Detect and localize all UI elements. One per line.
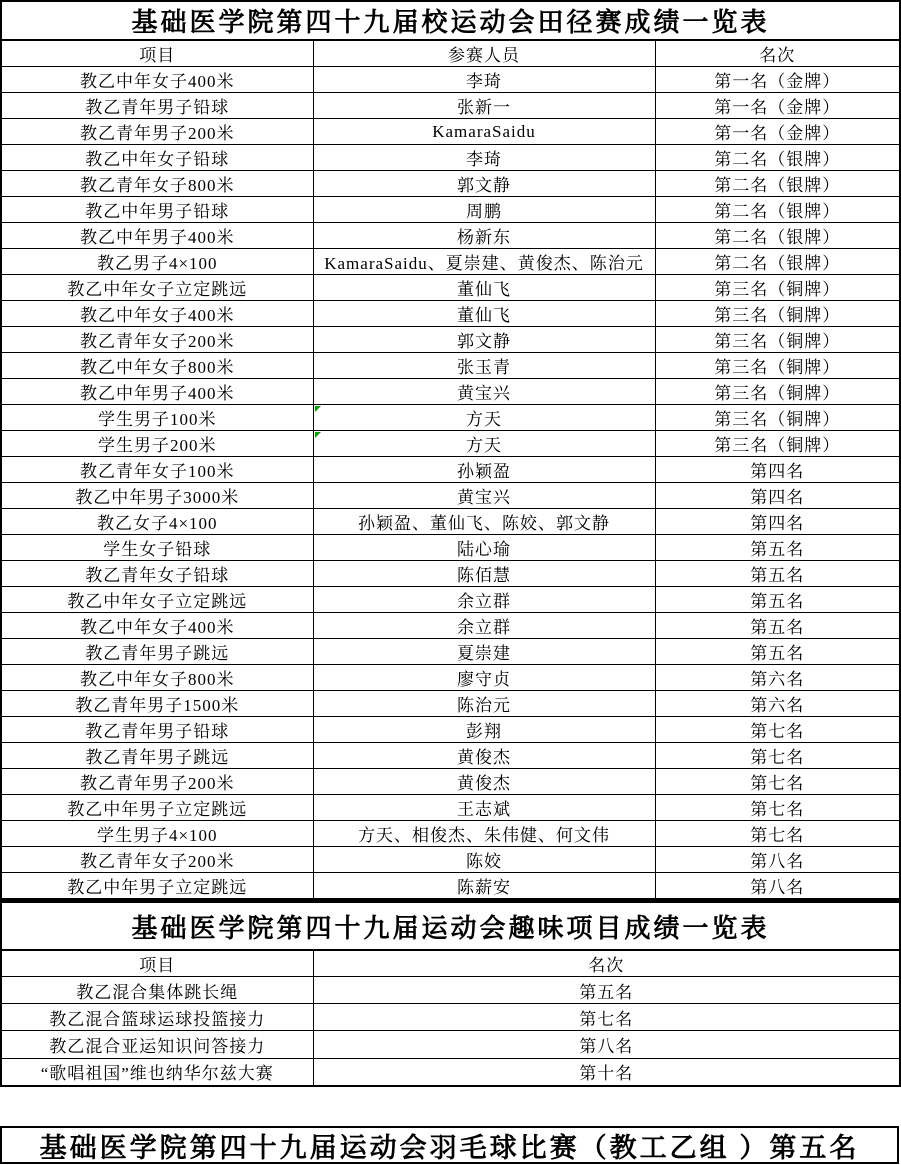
- rank-cell[interactable]: 第六名: [655, 665, 900, 691]
- table1-row: [1, 639, 900, 665]
- rank-cell[interactable]: 第三名（铜牌）: [655, 301, 900, 327]
- event-cell[interactable]: 教乙青年女子800米: [1, 171, 313, 197]
- table1-row: [1, 301, 900, 327]
- participants-cell[interactable]: 黄宝兴: [313, 379, 655, 405]
- event-cell[interactable]: 学生男子100米: [1, 405, 313, 431]
- table1-row: [1, 873, 900, 899]
- table1-row: [1, 795, 900, 821]
- participants-cell[interactable]: 孙颖盈、董仙飞、陈姣、郭文静: [313, 509, 655, 535]
- table1-title-row: [1, 1, 900, 40]
- event-cell[interactable]: 教乙混合亚运知识问答接力: [1, 1031, 313, 1058]
- table1-row: [1, 275, 900, 301]
- event-cell[interactable]: 教乙青年男子200米: [1, 769, 313, 795]
- badminton-result-text[interactable]: 基础医学院第四十九届运动会羽毛球比赛（教工乙组 ）第五名: [39, 1132, 860, 1163]
- rank-cell[interactable]: 第五名: [655, 561, 900, 587]
- table1-row: [1, 405, 900, 431]
- table1-row: [1, 483, 900, 509]
- rank-cell[interactable]: 第三名（铜牌）: [655, 431, 900, 457]
- rank-cell[interactable]: 第五名: [313, 977, 900, 1004]
- participants-cell[interactable]: 余立群: [313, 613, 655, 639]
- participants-cell[interactable]: 夏崇建: [313, 639, 655, 665]
- event-cell[interactable]: 教乙中年女子立定跳远: [1, 587, 313, 613]
- event-cell[interactable]: 教乙青年男子跳远: [1, 743, 313, 769]
- participants-cell[interactable]: 陈姣: [313, 847, 655, 873]
- participants-cell[interactable]: 黄宝兴: [313, 483, 655, 509]
- participants-cell[interactable]: 郭文静: [313, 327, 655, 353]
- table1-row: [1, 769, 900, 795]
- event-cell[interactable]: 教乙中年男子3000米: [1, 483, 313, 509]
- table2-header-event[interactable]: 项目: [1, 950, 313, 977]
- participants-cell[interactable]: 廖守贞: [313, 665, 655, 691]
- participants-cell[interactable]: KamaraSaidu: [313, 119, 655, 145]
- event-cell[interactable]: “歌唱祖国”维也纳华尔兹大赛: [1, 1058, 313, 1086]
- event-cell[interactable]: 教乙中年女子立定跳远: [1, 275, 313, 301]
- event-cell[interactable]: 教乙中年男子400米: [1, 379, 313, 405]
- rank-cell[interactable]: 第七名: [655, 821, 900, 847]
- rank-cell[interactable]: 第七名: [313, 1004, 900, 1031]
- fun-events-results-table: [0, 901, 901, 1087]
- table1-row: [1, 171, 900, 197]
- rank-cell[interactable]: 第五名: [655, 639, 900, 665]
- rank-cell[interactable]: 第三名（铜牌）: [655, 275, 900, 301]
- participants-cell[interactable]: 孙颖盈: [313, 457, 655, 483]
- event-cell[interactable]: 学生男子200米: [1, 431, 313, 457]
- participants-cell[interactable]: 杨新东: [313, 223, 655, 249]
- rank-cell[interactable]: 第三名（铜牌）: [655, 379, 900, 405]
- participants-cell[interactable]: 陈佰慧: [313, 561, 655, 587]
- table1-row: [1, 119, 900, 145]
- table1-row: [1, 743, 900, 769]
- participants-cell[interactable]: 方天: [313, 431, 655, 457]
- rank-cell[interactable]: 第二名（银牌）: [655, 145, 900, 171]
- rank-cell[interactable]: 第四名: [655, 483, 900, 509]
- badminton-result-banner: [0, 1126, 899, 1164]
- table1-empty-row: [1, 899, 900, 901]
- event-cell[interactable]: 教乙青年女子200米: [1, 847, 313, 873]
- event-cell[interactable]: 教乙青年男子铅球: [1, 93, 313, 119]
- rank-cell[interactable]: 第三名（铜牌）: [655, 327, 900, 353]
- table1-header-participants[interactable]: 参赛人员: [313, 40, 655, 67]
- empty-cell[interactable]: [1, 899, 313, 901]
- table1-header-rank[interactable]: 名次: [655, 40, 900, 67]
- event-cell[interactable]: 教乙中年女子400米: [1, 67, 313, 93]
- event-cell[interactable]: 教乙青年女子铅球: [1, 561, 313, 587]
- table1-row: [1, 145, 900, 171]
- table2-row: [1, 977, 900, 1004]
- participants-cell[interactable]: 李琦: [313, 67, 655, 93]
- event-cell[interactable]: 教乙中年男子400米: [1, 223, 313, 249]
- participants-cell[interactable]: 周鹏: [313, 197, 655, 223]
- event-cell[interactable]: 教乙青年女子100米: [1, 457, 313, 483]
- rank-cell[interactable]: 第七名: [655, 743, 900, 769]
- table1-row: [1, 353, 900, 379]
- rank-cell[interactable]: 第四名: [655, 509, 900, 535]
- rank-cell[interactable]: 第二名（银牌）: [655, 223, 900, 249]
- participants-cell[interactable]: KamaraSaidu、夏崇建、黄俊杰、陈治元: [313, 249, 655, 275]
- rank-cell[interactable]: 第二名（银牌）: [655, 197, 900, 223]
- participants-cell[interactable]: 黄俊杰: [313, 743, 655, 769]
- rank-cell[interactable]: 第八名: [655, 873, 900, 899]
- event-cell[interactable]: 学生男子4×100: [1, 821, 313, 847]
- event-cell[interactable]: 教乙中年女子400米: [1, 613, 313, 639]
- participants-cell[interactable]: 陈薪安: [313, 873, 655, 899]
- table1-row: [1, 197, 900, 223]
- participants-cell[interactable]: 王志斌: [313, 795, 655, 821]
- event-cell[interactable]: 教乙女子4×100: [1, 509, 313, 535]
- participants-cell[interactable]: 彭翔: [313, 717, 655, 743]
- participants-cell[interactable]: 黄俊杰: [313, 769, 655, 795]
- event-cell[interactable]: 教乙混合集体跳长绳: [1, 977, 313, 1004]
- rank-cell[interactable]: 第三名（铜牌）: [655, 353, 900, 379]
- table2-row: [1, 1004, 900, 1031]
- event-cell[interactable]: 教乙中年女子800米: [1, 353, 313, 379]
- rank-cell[interactable]: 第七名: [655, 769, 900, 795]
- event-cell[interactable]: 教乙青年男子铅球: [1, 717, 313, 743]
- rank-cell[interactable]: 第二名（银牌）: [655, 171, 900, 197]
- table1-row: [1, 431, 900, 457]
- rank-cell[interactable]: 第一名（金牌）: [655, 119, 900, 145]
- rank-cell[interactable]: 第五名: [655, 535, 900, 561]
- participants-cell[interactable]: 李琦: [313, 145, 655, 171]
- rank-cell[interactable]: 第十名: [313, 1058, 900, 1086]
- rank-cell[interactable]: 第五名: [655, 587, 900, 613]
- table1-title[interactable]: 基础医学院第四十九届校运动会田径赛成绩一览表: [1, 1, 900, 40]
- table1-row: [1, 587, 900, 613]
- table2-title[interactable]: 基础医学院第四十九届运动会趣味项目成绩一览表: [1, 902, 900, 950]
- table1-row: [1, 821, 900, 847]
- rank-cell[interactable]: 第七名: [655, 717, 900, 743]
- rank-cell[interactable]: 第八名: [313, 1031, 900, 1058]
- rank-cell[interactable]: 第四名: [655, 457, 900, 483]
- rank-cell[interactable]: 第三名（铜牌）: [655, 405, 900, 431]
- rank-cell[interactable]: 第五名: [655, 613, 900, 639]
- participants-cell[interactable]: 郭文静: [313, 171, 655, 197]
- table2-title-row: [1, 902, 900, 950]
- rank-cell[interactable]: 第六名: [655, 691, 900, 717]
- table1-row: [1, 93, 900, 119]
- table2-header-rank[interactable]: 名次: [313, 950, 900, 977]
- event-cell[interactable]: 教乙中年女子铅球: [1, 145, 313, 171]
- table2-row: [1, 1058, 900, 1086]
- table1-row: [1, 561, 900, 587]
- event-cell[interactable]: 教乙青年男子200米: [1, 119, 313, 145]
- rank-cell[interactable]: 第七名: [655, 795, 900, 821]
- participants-cell[interactable]: 董仙飞: [313, 301, 655, 327]
- rank-cell[interactable]: 第一名（金牌）: [655, 67, 900, 93]
- table1-row: [1, 67, 900, 93]
- event-cell[interactable]: 教乙青年男子跳远: [1, 639, 313, 665]
- event-cell[interactable]: 教乙中年男子铅球: [1, 197, 313, 223]
- empty-cell[interactable]: [313, 899, 655, 901]
- table1-row: [1, 717, 900, 743]
- participants-cell[interactable]: 方天、相俊杰、朱伟健、何文伟: [313, 821, 655, 847]
- event-cell[interactable]: 教乙男子4×100: [1, 249, 313, 275]
- table1-header-event[interactable]: 项目: [1, 40, 313, 67]
- table2-header-row: [1, 950, 900, 977]
- table1-row: [1, 223, 900, 249]
- event-cell[interactable]: 学生女子铅球: [1, 535, 313, 561]
- event-cell[interactable]: 教乙中年女子800米: [1, 665, 313, 691]
- table1-row: [1, 535, 900, 561]
- event-cell[interactable]: 教乙青年女子200米: [1, 327, 313, 353]
- event-cell[interactable]: 教乙青年男子1500米: [1, 691, 313, 717]
- table1-row: [1, 457, 900, 483]
- participants-cell[interactable]: 董仙飞: [313, 275, 655, 301]
- event-cell[interactable]: 教乙中年男子立定跳远: [1, 795, 313, 821]
- table1-row: [1, 847, 900, 873]
- participants-cell[interactable]: 陈治元: [313, 691, 655, 717]
- rank-cell[interactable]: 第二名（银牌）: [655, 249, 900, 275]
- table1-row: [1, 327, 900, 353]
- participants-cell[interactable]: 方天: [313, 405, 655, 431]
- participants-cell[interactable]: 张玉青: [313, 353, 655, 379]
- empty-cell[interactable]: [655, 899, 900, 901]
- table1-row: [1, 509, 900, 535]
- participants-cell[interactable]: 张新一: [313, 93, 655, 119]
- rank-cell[interactable]: 第八名: [655, 847, 900, 873]
- event-cell[interactable]: 教乙中年女子400米: [1, 301, 313, 327]
- rank-cell[interactable]: 第一名（金牌）: [655, 93, 900, 119]
- table1-row: [1, 665, 900, 691]
- table1-row: [1, 249, 900, 275]
- table1-header-row: [1, 40, 900, 67]
- participants-cell[interactable]: 余立群: [313, 587, 655, 613]
- event-cell[interactable]: 教乙混合篮球运球投篮接力: [1, 1004, 313, 1031]
- table2-row: [1, 1031, 900, 1058]
- table1-row: [1, 691, 900, 717]
- section-spacer: [0, 1087, 900, 1126]
- table1-row: [1, 613, 900, 639]
- event-cell[interactable]: 教乙中年男子立定跳远: [1, 873, 313, 899]
- participants-cell[interactable]: 陆心瑜: [313, 535, 655, 561]
- table1-row: [1, 379, 900, 405]
